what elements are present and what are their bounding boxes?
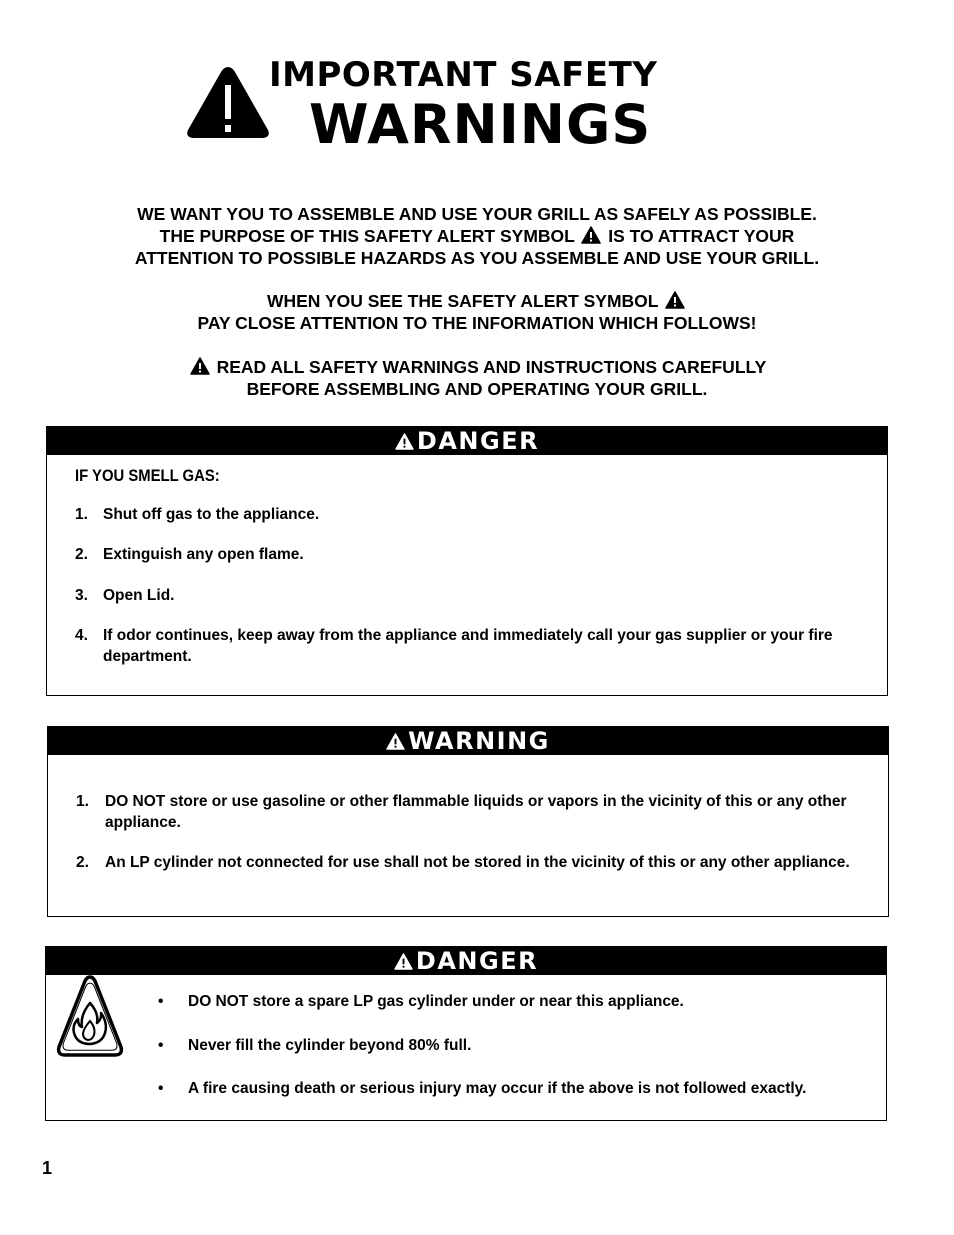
list-item <box>75 504 865 525</box>
danger-box-gas <box>46 426 888 696</box>
danger-box-cylinder <box>45 946 887 1121</box>
danger-label: DANGER <box>416 427 540 455</box>
intro-line <box>40 225 914 247</box>
item-text: An LP cylinder not connected for use shall not be stored in the vicinity of this or any other appliance. <box>105 854 850 871</box>
safety-alert-icon <box>386 733 405 750</box>
intro-line <box>40 356 914 378</box>
list-item <box>75 585 865 606</box>
warning-label: WARNING <box>408 727 550 755</box>
danger-bar <box>47 427 887 455</box>
intro-paragraph-1 <box>40 203 914 269</box>
safety-alert-icon <box>581 226 601 244</box>
item-text: Open Lid. <box>103 587 175 604</box>
item-number: 2. <box>75 546 88 563</box>
item-text: If odor continues, keep away from the appliance and immediately call your gas supplier or your fire department. <box>103 627 833 665</box>
page-title-line2: WARNINGS <box>309 93 652 156</box>
page-number: 1 <box>42 1158 53 1178</box>
intro-text: IS TO ATTRACT YOUR <box>608 226 795 246</box>
intro-line: WE WANT YOU TO ASSEMBLE AND USE YOUR GRILL AS SAFELY AS POSSIBLE. <box>137 204 817 224</box>
safety-alert-icon <box>665 291 685 309</box>
warning-bar <box>48 727 888 755</box>
item-text: DO NOT store or use gasoline or other flammable liquids or vapors in the vicinity of this or any other appliance. <box>105 793 847 831</box>
safety-alert-icon <box>190 357 210 375</box>
list-item <box>158 991 868 1012</box>
list-item <box>75 544 865 565</box>
intro-line: ATTENTION TO POSSIBLE HAZARDS AS YOU ASSEMBLE AND USE YOUR GRILL. <box>134 248 820 268</box>
list-item <box>76 852 866 873</box>
item-text: Never fill the cylinder beyond 80% full. <box>188 1037 472 1054</box>
item-text: A fire causing death or serious injury may occur if the above is not followed exactly. <box>188 1080 807 1097</box>
intro-line: BEFORE ASSEMBLING AND OPERATING YOUR GRILL. <box>246 379 708 399</box>
intro-text: READ ALL SAFETY WARNINGS AND INSTRUCTIONS CAREFULLY <box>216 357 767 377</box>
intro-paragraph-2 <box>40 290 914 334</box>
item-text: Shut off gas to the appliance. <box>103 506 320 523</box>
safety-alert-icon <box>394 953 413 970</box>
list-item <box>158 1035 868 1056</box>
item-text: DO NOT store a spare LP gas cylinder under or near this appliance. <box>188 993 684 1010</box>
intro-text: WHEN YOU SEE THE SAFETY ALERT SYMBOL <box>266 291 659 311</box>
page-header <box>185 55 745 155</box>
safety-alert-icon <box>395 433 414 450</box>
intro-line: PAY CLOSE ATTENTION TO THE INFORMATION WHICH FOLLOWS! <box>197 313 757 333</box>
bullet: • <box>158 1037 164 1054</box>
warning-triangle-icon <box>185 63 271 141</box>
warning-box <box>47 726 889 917</box>
danger-label: DANGER <box>415 947 539 975</box>
item-number: 4. <box>75 627 88 644</box>
danger-bar <box>46 947 886 975</box>
intro-line <box>40 290 914 312</box>
item-number: 3. <box>75 587 88 604</box>
item-number: 2. <box>76 854 89 871</box>
intro-paragraph-3 <box>40 356 914 400</box>
item-text: Extinguish any open flame. <box>103 546 304 563</box>
item-number: 1. <box>75 506 88 523</box>
bullet: • <box>158 993 164 1010</box>
list-item <box>75 625 865 667</box>
page-title-line1: IMPORTANT SAFETY <box>269 55 658 95</box>
gas-subheading: IF YOU SMELL GAS: <box>75 467 220 485</box>
list-item <box>76 791 866 833</box>
list-item <box>158 1078 868 1099</box>
fire-hazard-icon <box>55 969 125 1064</box>
intro-text: THE PURPOSE OF THIS SAFETY ALERT SYMBOL <box>159 226 575 246</box>
bullet: • <box>158 1080 164 1097</box>
item-number: 1. <box>76 793 89 810</box>
